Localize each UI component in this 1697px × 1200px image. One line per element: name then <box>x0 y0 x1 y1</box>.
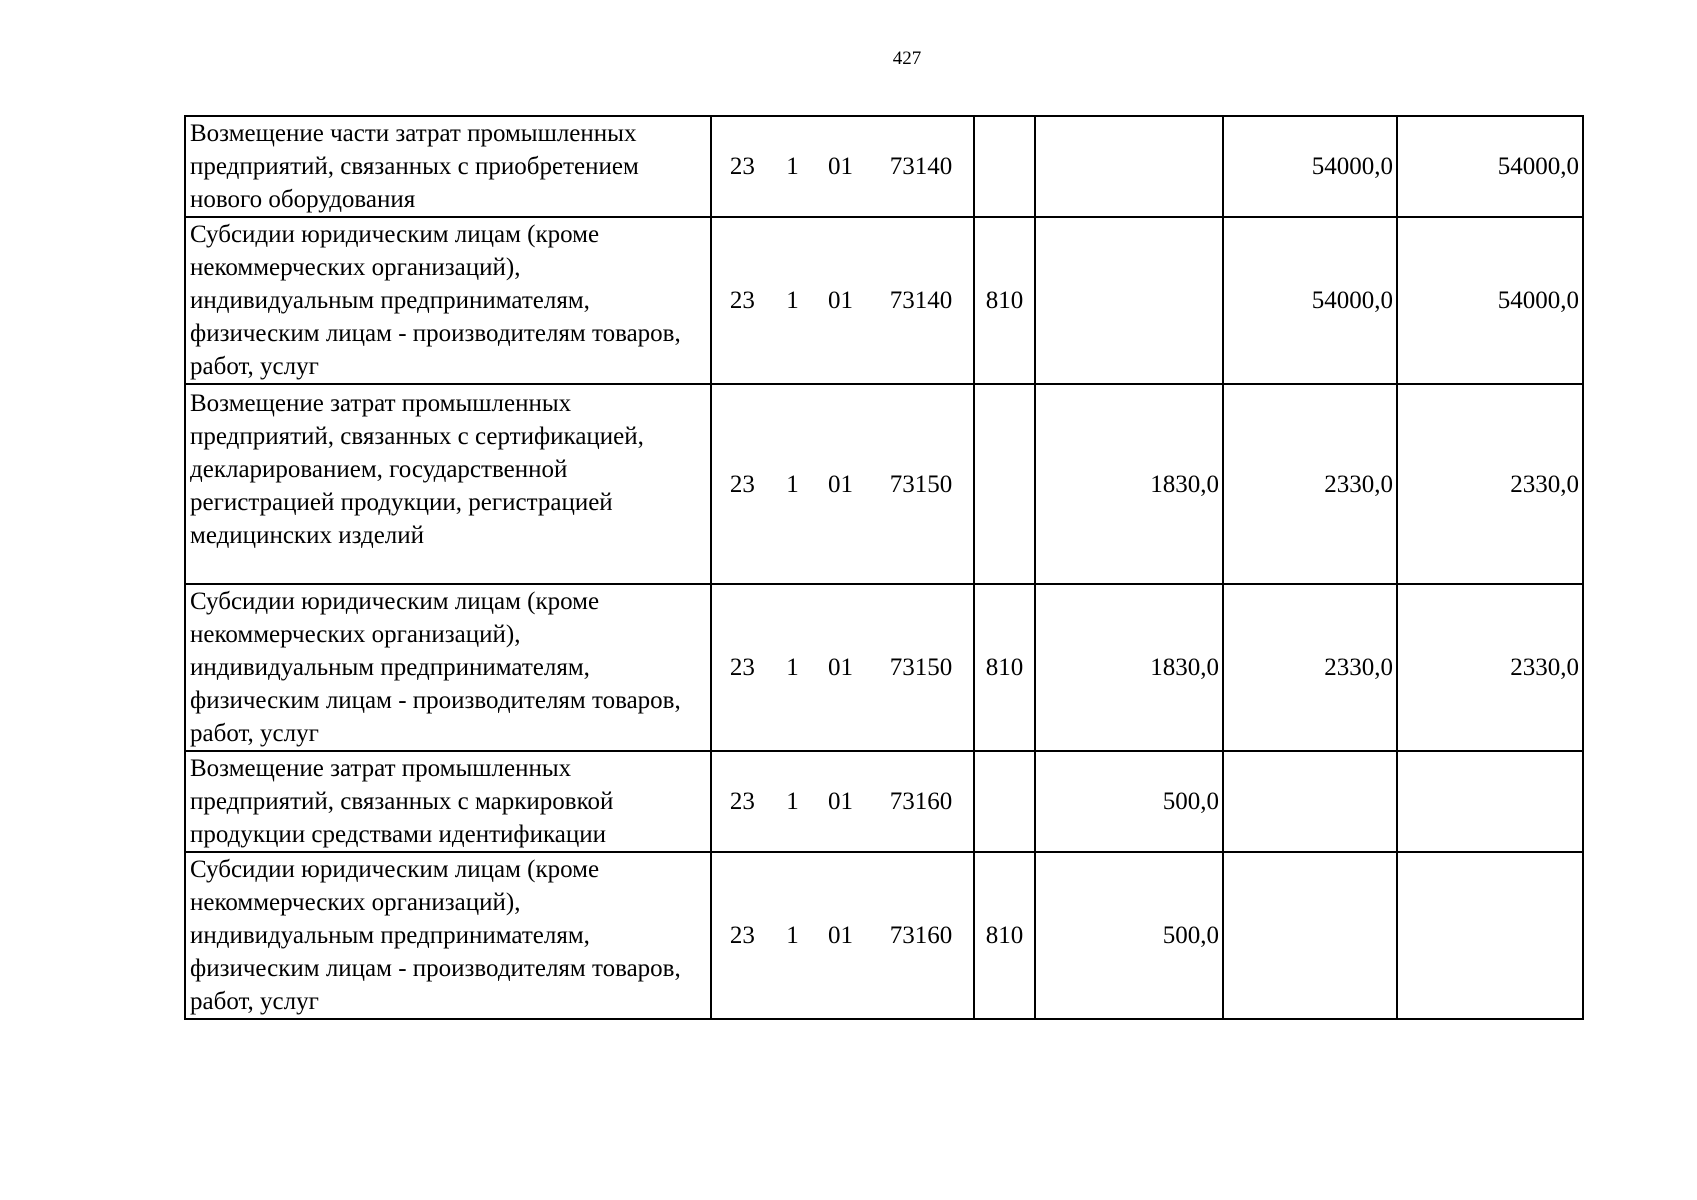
row-name: Субсидии юридическим лицам (кроме некоммерческих организаций), индивидуальным предпринимателям, физическим лицам - производителям товаров, работ, услуг <box>185 584 711 751</box>
code-subprogram: 1 <box>786 287 799 314</box>
amount-year-2: 54000,0 <box>1223 217 1397 384</box>
code-direction: 73140 <box>889 287 953 314</box>
amount-year-2: 2330,0 <box>1223 584 1397 751</box>
amount-year-1 <box>1035 116 1223 217</box>
code-program: 23 <box>729 654 755 681</box>
table-row <box>185 852 1583 1019</box>
table-row <box>185 751 1583 852</box>
amount-year-2: 54000,0 <box>1223 116 1397 217</box>
row-name: Субсидии юридическим лицам (кроме некоммерческих организаций), индивидуальным предпринимателям, физическим лицам - производителям товаров, работ, услуг <box>185 852 711 1019</box>
expense-type: 810 <box>974 217 1035 384</box>
code-main-event: 01 <box>828 922 854 949</box>
code-main-event: 01 <box>828 654 854 681</box>
budget-code <box>711 116 974 217</box>
amount-year-3 <box>1397 852 1583 1019</box>
code-subprogram: 1 <box>786 922 799 949</box>
expense-type <box>974 384 1035 584</box>
code-program: 23 <box>729 153 755 180</box>
row-name: Субсидии юридическим лицам (кроме некоммерческих организаций), индивидуальным предпринимателям, физическим лицам - производителям товаров, работ, услуг <box>185 217 711 384</box>
code-subprogram: 1 <box>786 788 799 815</box>
row-name: Возмещение части затрат промышленных предприятий, связанных с приобретением нового оборудования <box>185 116 711 217</box>
expense-type <box>974 751 1035 852</box>
amount-year-2 <box>1223 852 1397 1019</box>
budget-code <box>711 584 974 751</box>
code-direction: 73160 <box>889 922 953 949</box>
amount-year-1: 500,0 <box>1035 751 1223 852</box>
expense-type <box>974 116 1035 217</box>
amount-year-3: 54000,0 <box>1397 217 1583 384</box>
code-program: 23 <box>729 287 755 314</box>
table-row <box>185 384 1583 584</box>
amount-year-3: 2330,0 <box>1397 584 1583 751</box>
amount-year-1: 500,0 <box>1035 852 1223 1019</box>
table-row <box>185 584 1583 751</box>
budget-code <box>711 751 974 852</box>
amount-year-3: 2330,0 <box>1397 384 1583 584</box>
code-subprogram: 1 <box>786 654 799 681</box>
code-program: 23 <box>729 788 755 815</box>
code-main-event: 01 <box>828 470 854 498</box>
budget-code <box>711 217 974 384</box>
code-main-event: 01 <box>828 153 854 180</box>
expense-type: 810 <box>974 852 1035 1019</box>
code-direction: 73150 <box>889 470 953 498</box>
amount-year-1: 1830,0 <box>1035 384 1223 584</box>
table-row <box>185 217 1583 384</box>
row-name: Возмещение затрат промышленных предприятий, связанных с сертификацией, декларированием, государственной регистрацией продукции, регистрацией медицинских изделий <box>185 384 711 584</box>
code-main-event: 01 <box>828 287 854 314</box>
amount-year-2: 2330,0 <box>1223 384 1397 584</box>
table-row <box>185 116 1583 217</box>
budget-code <box>711 384 974 584</box>
row-name: Возмещение затрат промышленных предприятий, связанных с маркировкой продукции средствами идентификации <box>185 751 711 852</box>
code-direction: 73150 <box>889 654 953 681</box>
budget-table <box>184 115 1584 1020</box>
code-program: 23 <box>729 470 755 498</box>
code-direction: 73160 <box>889 788 953 815</box>
code-subprogram: 1 <box>786 153 799 180</box>
code-direction: 73140 <box>889 153 953 180</box>
code-main-event: 01 <box>828 788 854 815</box>
amount-year-1: 1830,0 <box>1035 584 1223 751</box>
expense-type: 810 <box>974 584 1035 751</box>
page-number: 427 <box>892 48 922 69</box>
amount-year-3: 54000,0 <box>1397 116 1583 217</box>
amount-year-2 <box>1223 751 1397 852</box>
code-subprogram: 1 <box>786 470 799 498</box>
budget-code <box>711 852 974 1019</box>
code-program: 23 <box>729 922 755 949</box>
amount-year-1 <box>1035 217 1223 384</box>
amount-year-3 <box>1397 751 1583 852</box>
